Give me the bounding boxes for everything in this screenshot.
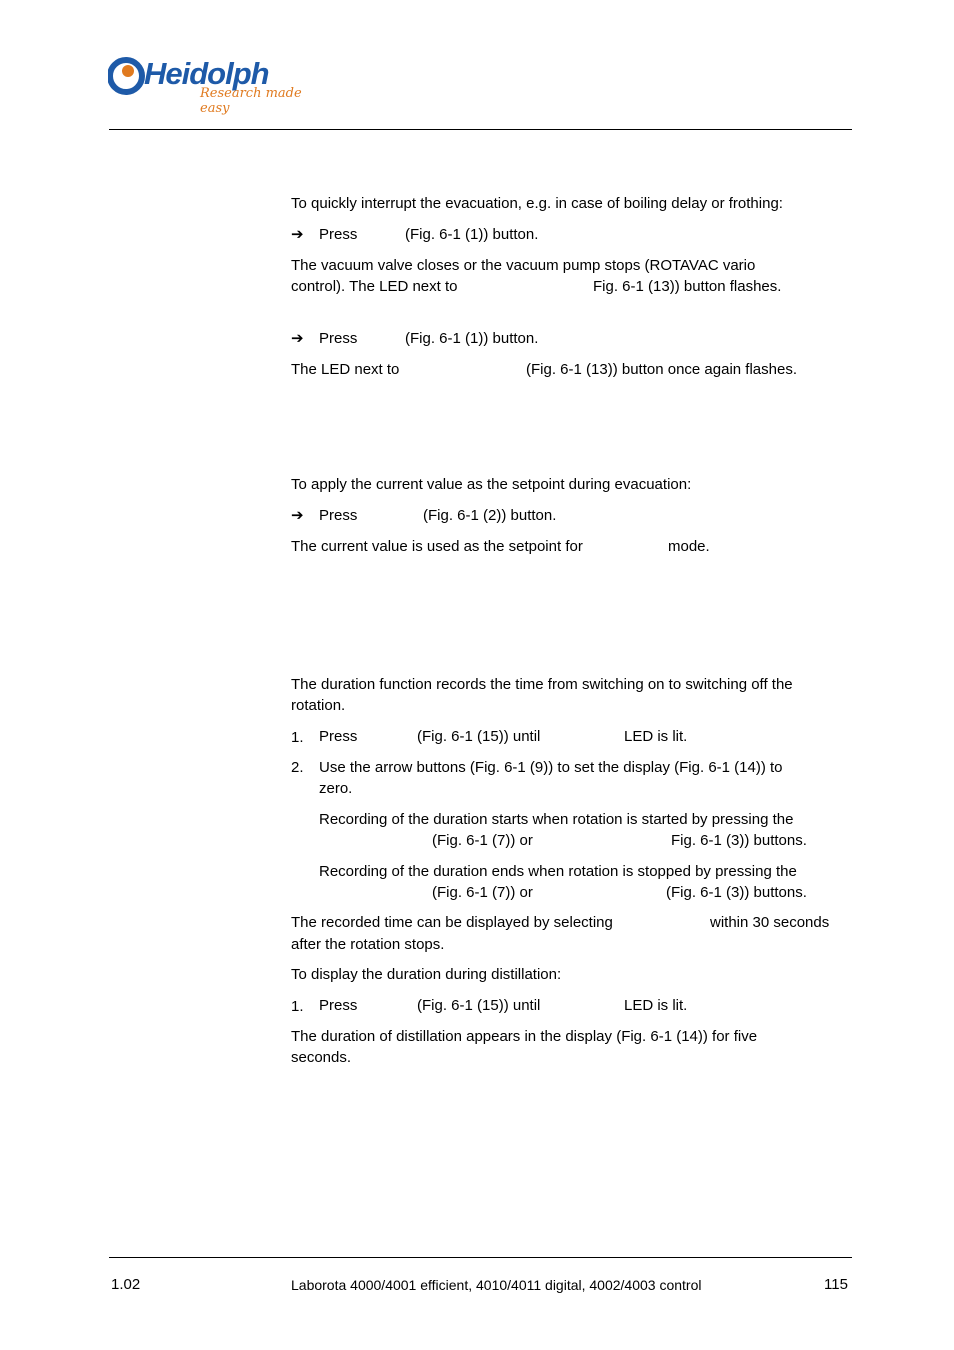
paragraph: seconds. (291, 1049, 352, 1066)
list-number: 1. (291, 729, 304, 746)
step-reference: (Fig. 6-1 (1)) button. (405, 330, 539, 347)
arrow-icon: ➔ (291, 330, 304, 347)
paragraph: (Fig. 6-1 (3)) buttons. (666, 884, 807, 901)
paragraph: The vacuum valve closes or the vacuum pump stops (ROTAVAC vario (291, 257, 756, 274)
list-number: 1. (291, 998, 304, 1015)
page-number: 115 (824, 1276, 848, 1293)
paragraph: rotation. (291, 697, 346, 714)
paragraph: The duration function records the time from switching on to switching off the (291, 676, 793, 693)
footer-version: 1.02 (111, 1276, 141, 1293)
paragraph: within 30 seconds (710, 914, 830, 931)
step-reference: (Fig. 6-1 (2)) button. (423, 507, 557, 524)
step-label: Press (319, 330, 358, 347)
paragraph: The duration of distillation appears in the display (Fig. 6-1 (14)) for five (291, 1028, 758, 1045)
paragraph: control). The LED next to (291, 278, 458, 295)
list-item: Press (319, 997, 358, 1014)
logo-tagline: Research made easy (200, 86, 302, 116)
list-item: Use the arrow buttons (Fig. 6-1 (9)) to set the display (Fig. 6-1 (14)) to (319, 759, 783, 776)
logo-wordmark: Heidolph (144, 56, 269, 91)
paragraph: (Fig. 6-1 (7)) or (432, 884, 533, 901)
paragraph: mode. (668, 538, 710, 555)
paragraph: To display the duration during distillation: (291, 966, 562, 983)
paragraph: Recording of the duration starts when rotation is started by pressing the (319, 811, 794, 828)
step-label: Press (319, 507, 358, 524)
paragraph: Fig. 6-1 (13)) button flashes. (593, 278, 782, 295)
footer-title: Laborota 4000/4001 efficient, 4010/4011 digital, 4002/4003 control (291, 1277, 702, 1293)
list-item: zero. (319, 780, 353, 797)
paragraph: To quickly interrupt the evacuation, e.g. in case of boiling delay or frothing: (291, 195, 783, 212)
list-item: LED is lit. (624, 728, 688, 745)
list-item: LED is lit. (624, 997, 688, 1014)
paragraph: (Fig. 6-1 (7)) or (432, 832, 533, 849)
list-number: 2. (291, 759, 304, 776)
paragraph: The LED next to (291, 361, 400, 378)
list-item: (Fig. 6-1 (15)) until (417, 997, 541, 1014)
paragraph: Recording of the duration ends when rotation is stopped by pressing the (319, 863, 797, 880)
footer-rule (109, 1257, 852, 1258)
paragraph: (Fig. 6-1 (13)) button once again flashes. (526, 361, 797, 378)
list-item: Press (319, 728, 358, 745)
arrow-icon: ➔ (291, 226, 304, 243)
header-rule (109, 129, 852, 130)
logo-circle-icon (108, 54, 148, 98)
paragraph: The recorded time can be displayed by selecting (291, 914, 613, 931)
heidolph-logo (108, 52, 323, 114)
paragraph: after the rotation stops. (291, 936, 445, 953)
arrow-icon: ➔ (291, 507, 304, 524)
step-label: Press (319, 226, 358, 243)
paragraph: To apply the current value as the setpoint during evacuation: (291, 476, 692, 493)
paragraph: The current value is used as the setpoint for (291, 538, 583, 555)
step-reference: (Fig. 6-1 (1)) button. (405, 226, 539, 243)
list-item: (Fig. 6-1 (15)) until (417, 728, 541, 745)
paragraph: Fig. 6-1 (3)) buttons. (671, 832, 807, 849)
